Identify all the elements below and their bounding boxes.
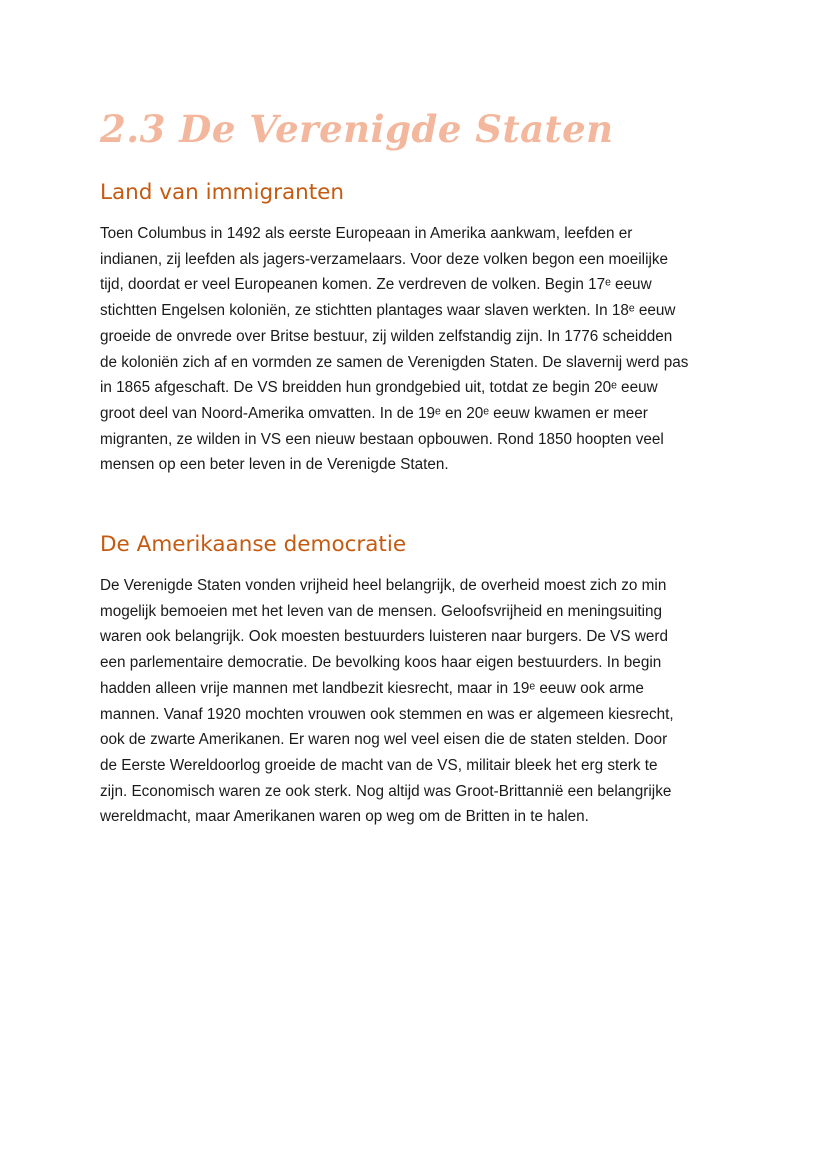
paragraph-line: hadden alleen vrije mannen met landbezit kiesrecht, maar in 19ᵉ eeuw ook arme bbox=[100, 679, 644, 697]
paragraph-line: de koloniën zich af en vormden ze samen de Verenigden Staten. De slavernij werd pas bbox=[100, 353, 689, 371]
paragraph-line: de Eerste Wereldoorlog groeide de macht van de VS, militair bleek het erg sterk te bbox=[100, 756, 658, 774]
paragraph-line: migranten, ze wilden in VS een nieuw bestaan opbouwen. Rond 1850 hoopten veel bbox=[100, 430, 664, 448]
paragraph-line: tijd, doordat er veel Europeanen komen. Ze verdreven de volken. Begin 17ᵉ eeuw bbox=[100, 276, 652, 294]
paragraph-line: mensen op een beter leven in de Verenigde Staten. bbox=[100, 456, 449, 474]
paragraph-line: een parlementaire democratie. De bevolking koos haar eigen bestuurders. In begin bbox=[100, 654, 662, 672]
paragraph-line: mogelijk bemoeien met het leven van de mensen. Geloofsvrijheid en meningsuiting bbox=[100, 602, 663, 620]
paragraph-line: ook de zwarte Amerikanen. Er waren nog wel veel eisen die de staten stelden. Door bbox=[100, 731, 668, 749]
section-paragraph bbox=[100, 221, 740, 478]
paragraph-line: indianen, zij leefden als jagers-verzamelaars. Voor deze volken begon een moeilijke bbox=[100, 250, 669, 268]
paragraph-line: groeide de onvrede over Britse bestuur, zij wilden zelfstandig zijn. In 1776 scheidden bbox=[100, 327, 673, 345]
section-heading: Land van immigranten bbox=[100, 180, 345, 205]
paragraph-line: in 1865 afgeschaft. De VS breidden hun grondgebied uit, totdat ze begin 20ᵉ eeuw bbox=[100, 379, 658, 397]
paragraph-line: stichtten Engelsen koloniën, ze stichtten plantages waar slaven werkten. In 18ᵉ eeuw bbox=[100, 302, 676, 320]
page-title: 2.3 De Verenigde Staten bbox=[100, 107, 614, 151]
section-land-van-immigranten bbox=[100, 178, 740, 478]
section-paragraph bbox=[100, 573, 740, 830]
paragraph-line: groot deel van Noord-Amerika omvatten. In de 19ᵉ en 20ᵉ eeuw kwamen er meer bbox=[100, 404, 648, 422]
section-heading: De Amerikaanse democratie bbox=[100, 532, 407, 557]
paragraph-line: mannen. Vanaf 1920 mochten vrouwen ook stemmen en was er algemeen kiesrecht, bbox=[100, 705, 674, 723]
paragraph-line: De Verenigde Staten vonden vrijheid heel belangrijk, de overheid moest zich zo min bbox=[100, 577, 667, 594]
section-amerikaanse-democratie bbox=[100, 530, 740, 830]
paragraph-line: wereldmacht, maar Amerikanen waren op weg om de Britten in te halen. bbox=[100, 808, 589, 826]
paragraph-line: zijn. Economisch waren ze ook sterk. Nog altijd was Groot-Brittannië een belangrijke bbox=[100, 782, 672, 800]
paragraph-line: Toen Columbus in 1492 als eerste Europeaan in Amerika aankwam, leefden er bbox=[100, 225, 633, 242]
paragraph-line: waren ook belangrijk. Ook moesten bestuurders luisteren naar burgers. De VS werd bbox=[100, 628, 668, 646]
